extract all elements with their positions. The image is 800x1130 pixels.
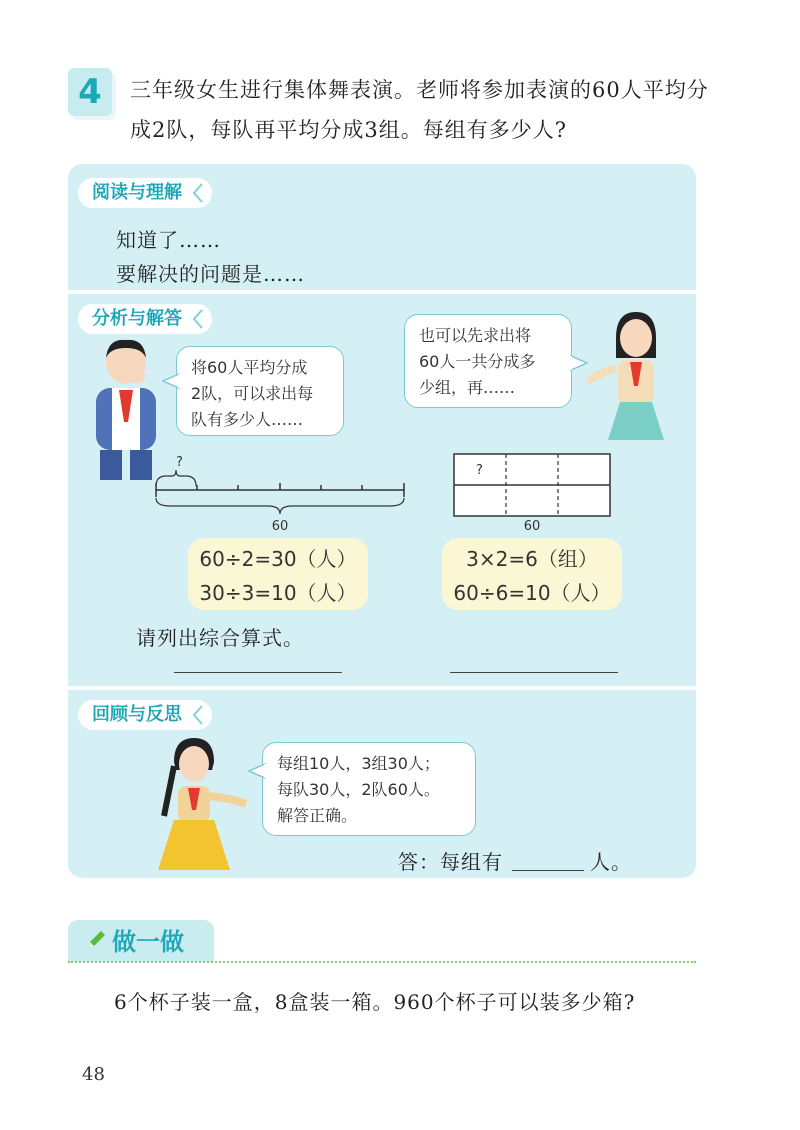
problem-number-badge (68, 68, 112, 116)
bubble-line: 少组，再…… (419, 378, 516, 397)
section-tag-read (78, 178, 212, 208)
problem-line-1: 三年级女生进行集体舞表演。老师将参加表演的60人平均分 (130, 78, 709, 102)
read-line-1: 知道了…… (116, 228, 221, 252)
bubble-line: 队有多少人…… (191, 410, 304, 429)
practice-title: 做一做 (112, 928, 184, 956)
section-title-analyze: 分析与解答 (92, 308, 182, 329)
girl-speech-bubble (404, 314, 572, 408)
pencil-icon (84, 928, 108, 952)
problem-statement (130, 70, 710, 150)
bubble-line: 也可以先求出将 (419, 326, 532, 345)
diagram-question-mark: ? (476, 463, 483, 478)
practice-question: 6个杯子装一盒，8盒装一箱。960个杯子可以装多少箱? (114, 990, 636, 1014)
formula-line: 3×2=6（组） (466, 547, 598, 571)
answer-prefix: 答：每组有 (398, 850, 503, 874)
problem-number: 4 (78, 72, 102, 112)
bubble-line: 60人一共分成多 (419, 352, 536, 371)
grid-diagram (446, 450, 618, 534)
read-line-2: 要解决的问题是…… (116, 262, 305, 286)
review-girl-illustration-icon (150, 736, 250, 872)
answer-blank-right[interactable] (450, 672, 618, 673)
line-segment-diagram (150, 450, 410, 534)
answer-suffix: 人。 (590, 850, 632, 874)
diagram-question-mark: ? (176, 455, 183, 470)
bubble-tail-icon (162, 372, 180, 390)
diagram-total-label: 60 (523, 519, 541, 534)
combined-formula-prompt: 请列出综合算式。 (136, 626, 304, 650)
review-speech-bubble (262, 742, 476, 836)
bubble-tail-icon (248, 762, 266, 780)
section-tag-review (78, 700, 212, 730)
practice-dotted-divider (68, 961, 696, 963)
bubble-line: 将60人平均分成 (191, 358, 308, 377)
section-tag-analyze (78, 304, 212, 334)
boy-speech-bubble (176, 346, 344, 436)
zigzag-icon (190, 705, 206, 725)
diagram-total-label: 60 (271, 519, 289, 534)
section-title-review: 回顾与反思 (92, 704, 182, 725)
panel-divider (68, 290, 696, 294)
formula-line: 60÷2=30（人） (199, 547, 357, 571)
formula-line: 30÷3=10（人） (199, 581, 357, 605)
problem-line-2: 成2队，每队再平均分成3组。每组有多少人? (130, 118, 567, 142)
bubble-line: 每队30人，2队60人。 (277, 780, 440, 799)
panel-divider (68, 686, 696, 690)
bubble-line: 每组10人，3组30人； (277, 754, 440, 773)
page-number: 48 (82, 1064, 105, 1085)
answer-blank[interactable] (512, 870, 584, 871)
zigzag-icon (190, 183, 206, 203)
zigzag-icon (190, 309, 206, 329)
bubble-line: 2队，可以求出每 (191, 384, 314, 403)
formula-line: 60÷6=10（人） (453, 581, 611, 605)
bubble-line: 解答正确。 (277, 806, 358, 825)
formula-box-left (188, 538, 368, 610)
formula-box-right (442, 538, 622, 610)
answer-blank-left[interactable] (174, 672, 342, 673)
section-title-read: 阅读与理解 (92, 182, 182, 203)
girl-illustration-icon (586, 308, 676, 444)
